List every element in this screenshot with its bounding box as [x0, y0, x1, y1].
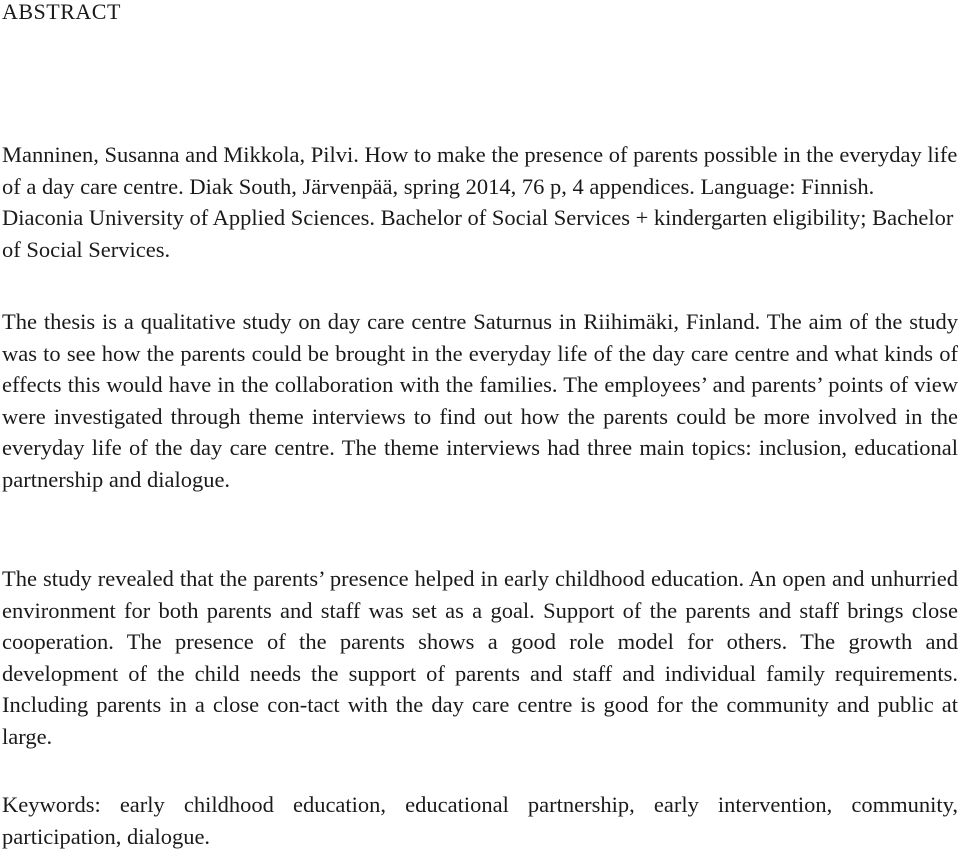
keywords-paragraph: Keywords: early childhood education, educational partnership, early intervention, community, participation, dialogue.	[2, 792, 958, 849]
page-title: ABSTRACT	[2, 0, 121, 24]
study-description-paragraph: The thesis is a qualitative study on day care centre Saturnus in Riihimäki, Finland. The aim of the study was to see how the parents could be brought in the everyday life of the day care centre and what kinds of effects this would have in the collaboration with the families. The employees’ and parents’ points of view were investigated through theme interviews to find out how the parents could be more involved in the everyday life of the day care centre. The theme interviews had three main topics: inclusion, educational partnership and dialogue.	[2, 309, 958, 492]
results-paragraph: The study revealed that the parents’ presence helped in early childhood education. An open and unhurried environment for both parents and staff was set as a goal. Support of the parents and staff brings close cooperation. The presence of the parents shows a good role model for others. The growth and development of the child needs the support of parents and staff and individual family requirements. Including parents in a close con-tact with the day care centre is good for the community and public at large.	[2, 566, 958, 749]
citation-paragraph: Manninen, Susanna and Mikkola, Pilvi. How to make the presence of parents possible in the everyday life of a day care centre. Diak South, Järvenpää, spring 2014, 76 p, 4 appendices. Language: Finnish. Diaconia University of Applied Sciences. Bachelor of Social Services + kindergarten eligibility; Bachelor of Social Services.	[2, 142, 958, 262]
